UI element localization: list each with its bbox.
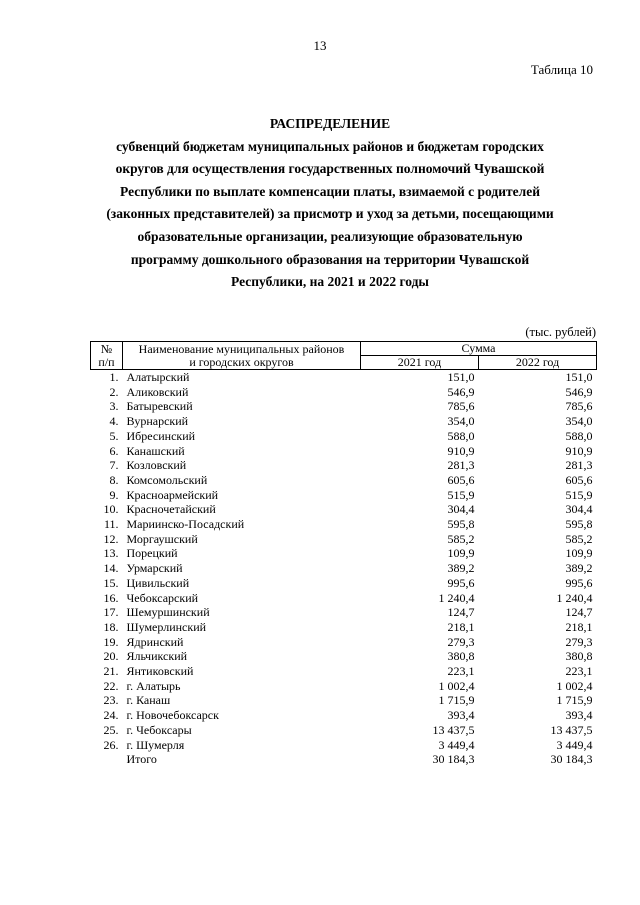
row-value-2021: 13 437,5 bbox=[432, 722, 475, 737]
table-row bbox=[91, 473, 597, 488]
row-value-2021: 3 449,4 bbox=[438, 737, 475, 752]
document-heading bbox=[60, 113, 600, 294]
row-value-2021: 354,0 bbox=[447, 414, 475, 429]
row-name: Янтиковский bbox=[126, 664, 194, 679]
table-row bbox=[91, 723, 597, 738]
row-value-2021: 515,9 bbox=[447, 487, 475, 502]
page-number: 13 bbox=[313, 38, 327, 53]
row-value-2021: 995,6 bbox=[447, 575, 475, 590]
row-value-2021: 279,3 bbox=[447, 634, 475, 649]
row-number: 12. bbox=[103, 531, 119, 546]
table-row bbox=[91, 591, 597, 606]
row-name: Аликовский bbox=[126, 384, 189, 399]
row-value-2022: 218,1 bbox=[565, 619, 593, 634]
row-name: Канашский bbox=[126, 443, 185, 458]
row-name: Комсомольский bbox=[126, 472, 208, 487]
row-value-2021: 605,6 bbox=[447, 472, 475, 487]
table-row bbox=[91, 370, 597, 385]
row-number: 6. bbox=[109, 443, 119, 458]
row-number: 15. bbox=[103, 575, 119, 590]
table-row bbox=[91, 679, 597, 694]
row-value-2022: 223,1 bbox=[565, 664, 593, 679]
row-value-2021: 588,0 bbox=[447, 428, 475, 443]
table-row bbox=[91, 693, 597, 708]
row-number: 10. bbox=[103, 502, 119, 517]
row-name: Вурнарский bbox=[126, 414, 189, 429]
row-number: 24. bbox=[103, 708, 119, 723]
row-name: г. Чебоксары bbox=[126, 722, 192, 737]
row-number: 14. bbox=[103, 561, 119, 576]
distribution-table bbox=[90, 341, 597, 767]
table-label: Таблица 10 bbox=[530, 62, 593, 77]
row-number: 2. bbox=[109, 384, 119, 399]
total-value-2021: 30 184,3 bbox=[432, 752, 475, 767]
table-row bbox=[91, 429, 597, 444]
row-value-2022: 785,6 bbox=[565, 399, 593, 414]
row-name: г. Шумерля bbox=[126, 737, 185, 752]
row-value-2021: 124,7 bbox=[447, 605, 475, 620]
row-name: Ядринский bbox=[126, 634, 184, 649]
row-value-2022: 1 002,4 bbox=[556, 678, 593, 693]
table-row bbox=[91, 664, 597, 679]
table-row bbox=[91, 620, 597, 635]
row-value-2022: 588,0 bbox=[565, 428, 593, 443]
row-value-2022: 3 449,4 bbox=[556, 737, 593, 752]
row-number: 20. bbox=[103, 649, 119, 664]
row-value-2021: 380,8 bbox=[447, 649, 475, 664]
row-value-2022: 1 240,4 bbox=[556, 590, 593, 605]
row-name: Алатырский bbox=[126, 370, 190, 384]
header-year-2022: 2022 год bbox=[479, 356, 597, 370]
header-num-line2: п/п bbox=[98, 354, 115, 369]
row-value-2022: 995,6 bbox=[565, 575, 593, 590]
row-number: 19. bbox=[103, 634, 119, 649]
row-value-2022: 13 437,5 bbox=[550, 722, 593, 737]
row-number: 18. bbox=[103, 619, 119, 634]
row-name: Порецкий bbox=[126, 546, 178, 561]
row-number: 1. bbox=[109, 370, 119, 384]
row-name: Батыревский bbox=[126, 399, 193, 414]
row-value-2022: 910,9 bbox=[565, 443, 593, 458]
row-value-2022: 393,4 bbox=[565, 708, 593, 723]
row-value-2022: 279,3 bbox=[565, 634, 593, 649]
row-name: Шумерлинский bbox=[126, 619, 207, 634]
row-number: 23. bbox=[103, 693, 119, 708]
units-label: (тыс. рублей) bbox=[525, 325, 596, 339]
row-name: г. Канаш bbox=[126, 693, 171, 708]
table-row bbox=[91, 458, 597, 473]
row-value-2021: 304,4 bbox=[447, 502, 475, 517]
table-row bbox=[91, 502, 597, 517]
row-name: Ибресинский bbox=[126, 428, 196, 443]
row-name: г. Новочебоксарск bbox=[126, 708, 219, 723]
header-name-line2: и городских округов bbox=[189, 354, 294, 369]
table-row bbox=[91, 635, 597, 650]
row-name: Красноармейский bbox=[126, 487, 219, 502]
table-row bbox=[91, 561, 597, 576]
heading-title: РАСПРЕДЕЛЕНИЕ bbox=[269, 116, 391, 131]
row-number: 4. bbox=[109, 414, 119, 429]
row-value-2021: 151,0 bbox=[447, 370, 475, 384]
table-row bbox=[91, 649, 597, 664]
table-row bbox=[91, 399, 597, 414]
row-value-2022: 304,4 bbox=[565, 502, 593, 517]
table-row bbox=[91, 605, 597, 620]
row-value-2021: 585,2 bbox=[447, 531, 475, 546]
row-name: Цивильский bbox=[126, 575, 190, 590]
row-value-2022: 109,9 bbox=[565, 546, 593, 561]
total-label: Итого bbox=[126, 752, 157, 767]
row-value-2021: 109,9 bbox=[447, 546, 475, 561]
row-number: 13. bbox=[103, 546, 119, 561]
row-name: Моргаушский bbox=[126, 531, 198, 546]
row-value-2021: 223,1 bbox=[447, 664, 475, 679]
row-number: 5. bbox=[109, 428, 119, 443]
row-name: Яльчикский bbox=[126, 649, 188, 664]
row-value-2021: 910,9 bbox=[447, 443, 475, 458]
row-number: 17. bbox=[103, 605, 119, 620]
header-name bbox=[123, 342, 361, 370]
table-row bbox=[91, 738, 597, 753]
row-number: 3. bbox=[109, 399, 119, 414]
header-num-line1: № bbox=[100, 341, 113, 356]
row-value-2022: 515,9 bbox=[565, 487, 593, 502]
row-number: 11. bbox=[103, 517, 119, 532]
header-name-line1: Наименование муниципальных районов bbox=[138, 341, 345, 356]
row-number: 26. bbox=[103, 737, 119, 752]
row-name: г. Алатырь bbox=[126, 678, 181, 693]
header-sum: Сумма bbox=[361, 342, 597, 356]
row-value-2022: 605,6 bbox=[565, 472, 593, 487]
row-value-2022: 124,7 bbox=[565, 605, 593, 620]
row-value-2022: 354,0 bbox=[565, 414, 593, 429]
row-number: 16. bbox=[103, 590, 119, 605]
table-row bbox=[91, 708, 597, 723]
row-value-2022: 151,0 bbox=[565, 370, 593, 384]
table-row bbox=[91, 385, 597, 400]
row-value-2021: 393,4 bbox=[447, 708, 475, 723]
table-row bbox=[91, 532, 597, 547]
row-value-2022: 389,2 bbox=[565, 561, 593, 576]
row-value-2021: 281,3 bbox=[447, 458, 475, 473]
total-number bbox=[91, 752, 123, 767]
row-number: 22. bbox=[103, 678, 119, 693]
row-value-2021: 595,8 bbox=[447, 517, 475, 532]
row-value-2021: 1 715,9 bbox=[438, 693, 475, 708]
row-value-2022: 281,3 bbox=[565, 458, 593, 473]
row-number: 21. bbox=[103, 664, 119, 679]
total-value-2022: 30 184,3 bbox=[550, 752, 593, 767]
row-name: Красночетайский bbox=[126, 502, 216, 517]
header-num bbox=[91, 342, 123, 370]
heading-subtitle: субвенций бюджетам муниципальных районов и бюджетам городских округов для осуществления государственных полномочий Чувашской Республики по выплате компенсации платы, взимаемой с родителей (законных представителей) за присмотр и уход за детьми, посещающими образовательные организации, реализующие образовательную программу дошкольного образования на территории Чувашской Республики, на 2021 и 2022 годы bbox=[106, 138, 554, 290]
row-value-2021: 785,6 bbox=[447, 399, 475, 414]
row-number: 9. bbox=[109, 487, 119, 502]
row-number: 8. bbox=[109, 472, 119, 487]
table-row bbox=[91, 517, 597, 532]
row-name: Мариинско-Посадский bbox=[126, 517, 245, 532]
table-total-row bbox=[91, 752, 597, 767]
table-row bbox=[91, 444, 597, 459]
table-header-row bbox=[91, 342, 597, 356]
row-value-2022: 380,8 bbox=[565, 649, 593, 664]
table-row bbox=[91, 414, 597, 429]
row-value-2021: 546,9 bbox=[447, 384, 475, 399]
row-number: 25. bbox=[103, 722, 119, 737]
table-row bbox=[91, 576, 597, 591]
row-value-2021: 218,1 bbox=[447, 619, 475, 634]
row-value-2022: 1 715,9 bbox=[556, 693, 593, 708]
row-name: Урмарский bbox=[126, 561, 183, 576]
row-value-2021: 1 002,4 bbox=[438, 678, 475, 693]
table-body bbox=[91, 370, 597, 767]
row-name: Козловский bbox=[126, 458, 187, 473]
row-value-2022: 585,2 bbox=[565, 531, 593, 546]
table-row bbox=[91, 488, 597, 503]
table-row bbox=[91, 546, 597, 561]
row-name: Шемуршинский bbox=[126, 605, 210, 620]
row-value-2021: 389,2 bbox=[447, 561, 475, 576]
row-number: 7. bbox=[109, 458, 119, 473]
row-value-2021: 1 240,4 bbox=[438, 590, 475, 605]
header-year-2021: 2021 год bbox=[361, 356, 479, 370]
row-value-2022: 546,9 bbox=[565, 384, 593, 399]
row-value-2022: 595,8 bbox=[565, 517, 593, 532]
row-name: Чебоксарский bbox=[126, 590, 199, 605]
